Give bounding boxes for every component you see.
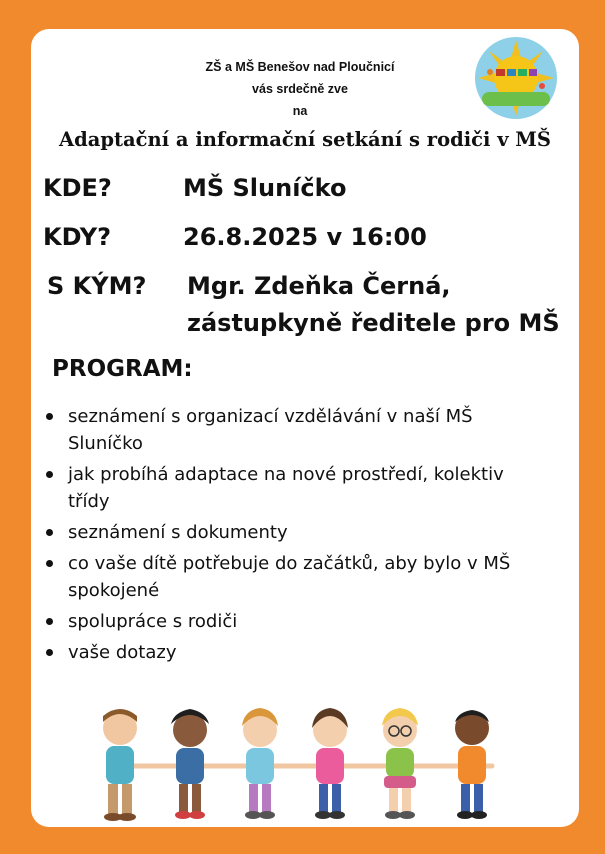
- program-item: [44, 461, 564, 515]
- on-line: na: [292, 104, 308, 118]
- where-label: KDE?: [43, 174, 112, 202]
- program-list: [44, 403, 564, 670]
- child-figure-1: [103, 709, 137, 821]
- program-item: [44, 403, 564, 457]
- school-logo-icon: [474, 36, 558, 120]
- child-figure-4: [312, 708, 348, 819]
- event-title: Adaptační a informační setkání s rodiči v MŠ: [59, 128, 551, 151]
- with-role: zástupkyně ředitele pro MŠ: [187, 309, 560, 337]
- school-name: ZŠ a MŠ Benešov nad Ploučnicí: [205, 60, 395, 74]
- program-item-text: vaše dotazy: [68, 642, 177, 663]
- child-figure-5: [382, 708, 418, 819]
- when-value: 26.8.2025 v 16:00: [183, 223, 427, 251]
- child-figure-3: [242, 708, 278, 819]
- program-item: [44, 608, 564, 635]
- invite-line: vás srdečně zve: [252, 82, 348, 96]
- program-item-text: seznámení s organizací vzdělávání v naší MŠ: [68, 406, 473, 427]
- program-item-text: co vaše dítě potřebuje do začátků, aby bylo v MŠ: [68, 553, 511, 574]
- program-item-text-continued: spokojené: [68, 580, 160, 601]
- program-item-text-continued: třídy: [68, 491, 110, 512]
- where-value: MŠ Sluníčko: [183, 174, 347, 202]
- when-label: KDY?: [43, 223, 112, 251]
- program-item-text-continued: Sluníčko: [68, 433, 143, 454]
- program-item: [44, 519, 564, 546]
- program-item: [44, 639, 564, 666]
- program-item: [44, 550, 564, 604]
- with-name: Mgr. Zdeňka Černá,: [187, 272, 451, 300]
- program-item-text: spolupráce s rodiči: [68, 611, 238, 632]
- program-item-text: jak probíhá adaptace na nové prostředí, kolektiv: [68, 464, 504, 485]
- program-item-text: seznámení s dokumenty: [68, 522, 288, 543]
- child-figure-6: [455, 710, 489, 819]
- with-label: S KÝM?: [47, 272, 147, 300]
- children-holding-hands-illustration: [80, 700, 530, 830]
- program-heading: PROGRAM:: [52, 356, 193, 382]
- child-figure-2: [171, 709, 209, 819]
